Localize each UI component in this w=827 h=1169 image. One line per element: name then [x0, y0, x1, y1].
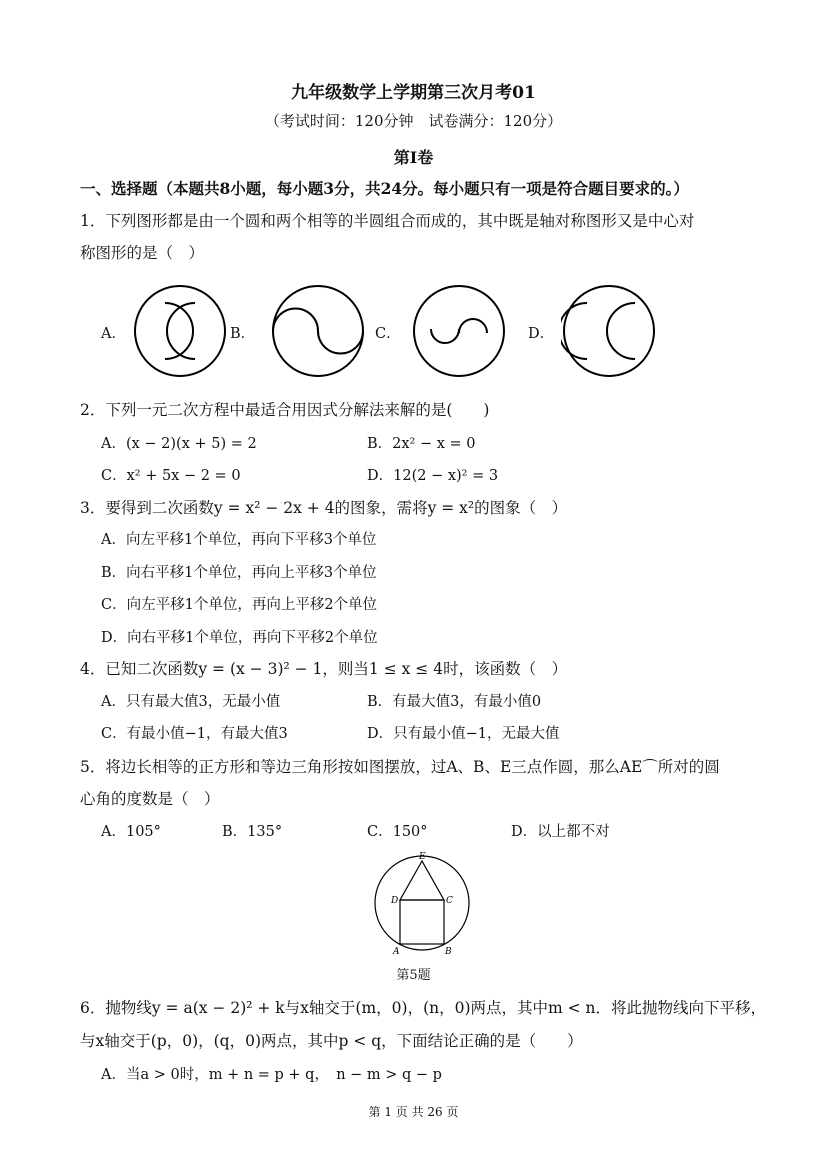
- label-e: E: [419, 852, 426, 862]
- q5-option-c: C．150°: [367, 824, 428, 840]
- page-footer: 第 1 页 共 26 页: [368, 1105, 459, 1119]
- page-title: 九年级数学上学期第三次月考01: [291, 83, 536, 103]
- q6-stem-line2: 与x轴交于(p，0)，(q，0)两点，其中p < q，下面结论正确的是（ ）: [80, 1032, 583, 1050]
- q5-figure: [372, 848, 472, 960]
- q2-option-a: A．(x − 2)(x + 5) = 2: [101, 436, 257, 452]
- q1-stem-line1: 1．下列图形都是由一个圆和两个相等的半圆组合而成的，其中既是轴对称图形又是中心对: [80, 212, 695, 230]
- figure-caption: 第5题: [396, 968, 431, 983]
- exam-info: （考试时间：120分钟 试卷满分：120分）: [264, 112, 563, 130]
- q2-option-d: D．12(2 − x)² = 3: [367, 468, 499, 484]
- q4-option-b: B．有最大值3，有最小值0: [367, 694, 542, 710]
- label-d: D: [391, 896, 399, 906]
- q4-option-d: D．只有最小值−1，无最大值: [367, 726, 560, 742]
- q6-option-a: A．当a > 0时，m + n = p + q， n − m > q − p: [101, 1067, 442, 1083]
- q6-stem-line1: 6．抛物线y = a(x − 2)² + k与x轴交于(m，0)，(n，0)两点，其中m < n．将此抛物线向下平移，: [80, 999, 767, 1017]
- q4-option-c: C．有最小值−1，有最大值3: [101, 726, 288, 742]
- section-heading: 一、选择题（本题共8小题，每小题3分，共24分。每小题只有一项是符合题目要求的。）: [80, 179, 689, 198]
- label-b: B: [445, 947, 452, 957]
- q3-option-d: D．向右平移1个单位，再向下平移2个单位: [101, 630, 378, 646]
- q5-option-b: B．135°: [222, 824, 283, 840]
- q2-stem: 2．下列一元二次方程中最适合用因式分解法来解的是( ): [80, 401, 490, 419]
- label-a: A: [393, 947, 400, 957]
- square: [400, 900, 444, 944]
- q4-option-a: A．只有最大值3，无最小值: [101, 694, 281, 710]
- q1-option-a-label: A．: [101, 326, 126, 342]
- part-heading: 第Ⅰ卷: [393, 148, 434, 167]
- q1-option-a-figure: [132, 283, 228, 379]
- q3-option-b: B．向右平移1个单位，再向上平移3个单位: [101, 565, 377, 581]
- q1-option-c-label: C．: [375, 326, 401, 342]
- q1-option-d-label: D．: [528, 326, 555, 342]
- circumcircle: [375, 856, 469, 950]
- q1-option-c-figure: [411, 283, 507, 379]
- q4-stem: 4．已知二次函数y = (x − 3)² − 1，则当1 ≤ x ≤ 4时，该函数（ ）: [80, 660, 568, 678]
- q3-option-c: C．向左平移1个单位，再向上平移2个单位: [101, 597, 378, 613]
- q5-option-d: D．以上都不对: [511, 824, 610, 840]
- q2-option-c: C．x² + 5x − 2 = 0: [101, 468, 241, 484]
- label-c: C: [446, 896, 453, 906]
- q1-option-b-figure: [270, 283, 366, 379]
- q1-option-b-label: B．: [230, 326, 256, 342]
- q3-stem: 3．要得到二次函数y = x² − 2x + 4的图象，需将y = x²的图象（ ）: [80, 499, 568, 517]
- q5-stem-line2: 心角的度数是（ ）: [80, 790, 220, 808]
- equilateral-triangle: [400, 861, 444, 900]
- q5-option-a: A．105°: [101, 824, 161, 840]
- q2-option-b: B．2x² − x = 0: [367, 436, 476, 452]
- q1-stem-line2: 称图形的是（ ）: [80, 244, 205, 262]
- q1-option-d-figure: [561, 283, 657, 379]
- q5-stem-line1: 5．将边长相等的正方形和等边三角形按如图摆放，过A、B、E三点作圆，那么AE⌒所对的圆: [80, 758, 720, 776]
- q3-option-a: A．向左平移1个单位，再向下平移3个单位: [101, 532, 377, 548]
